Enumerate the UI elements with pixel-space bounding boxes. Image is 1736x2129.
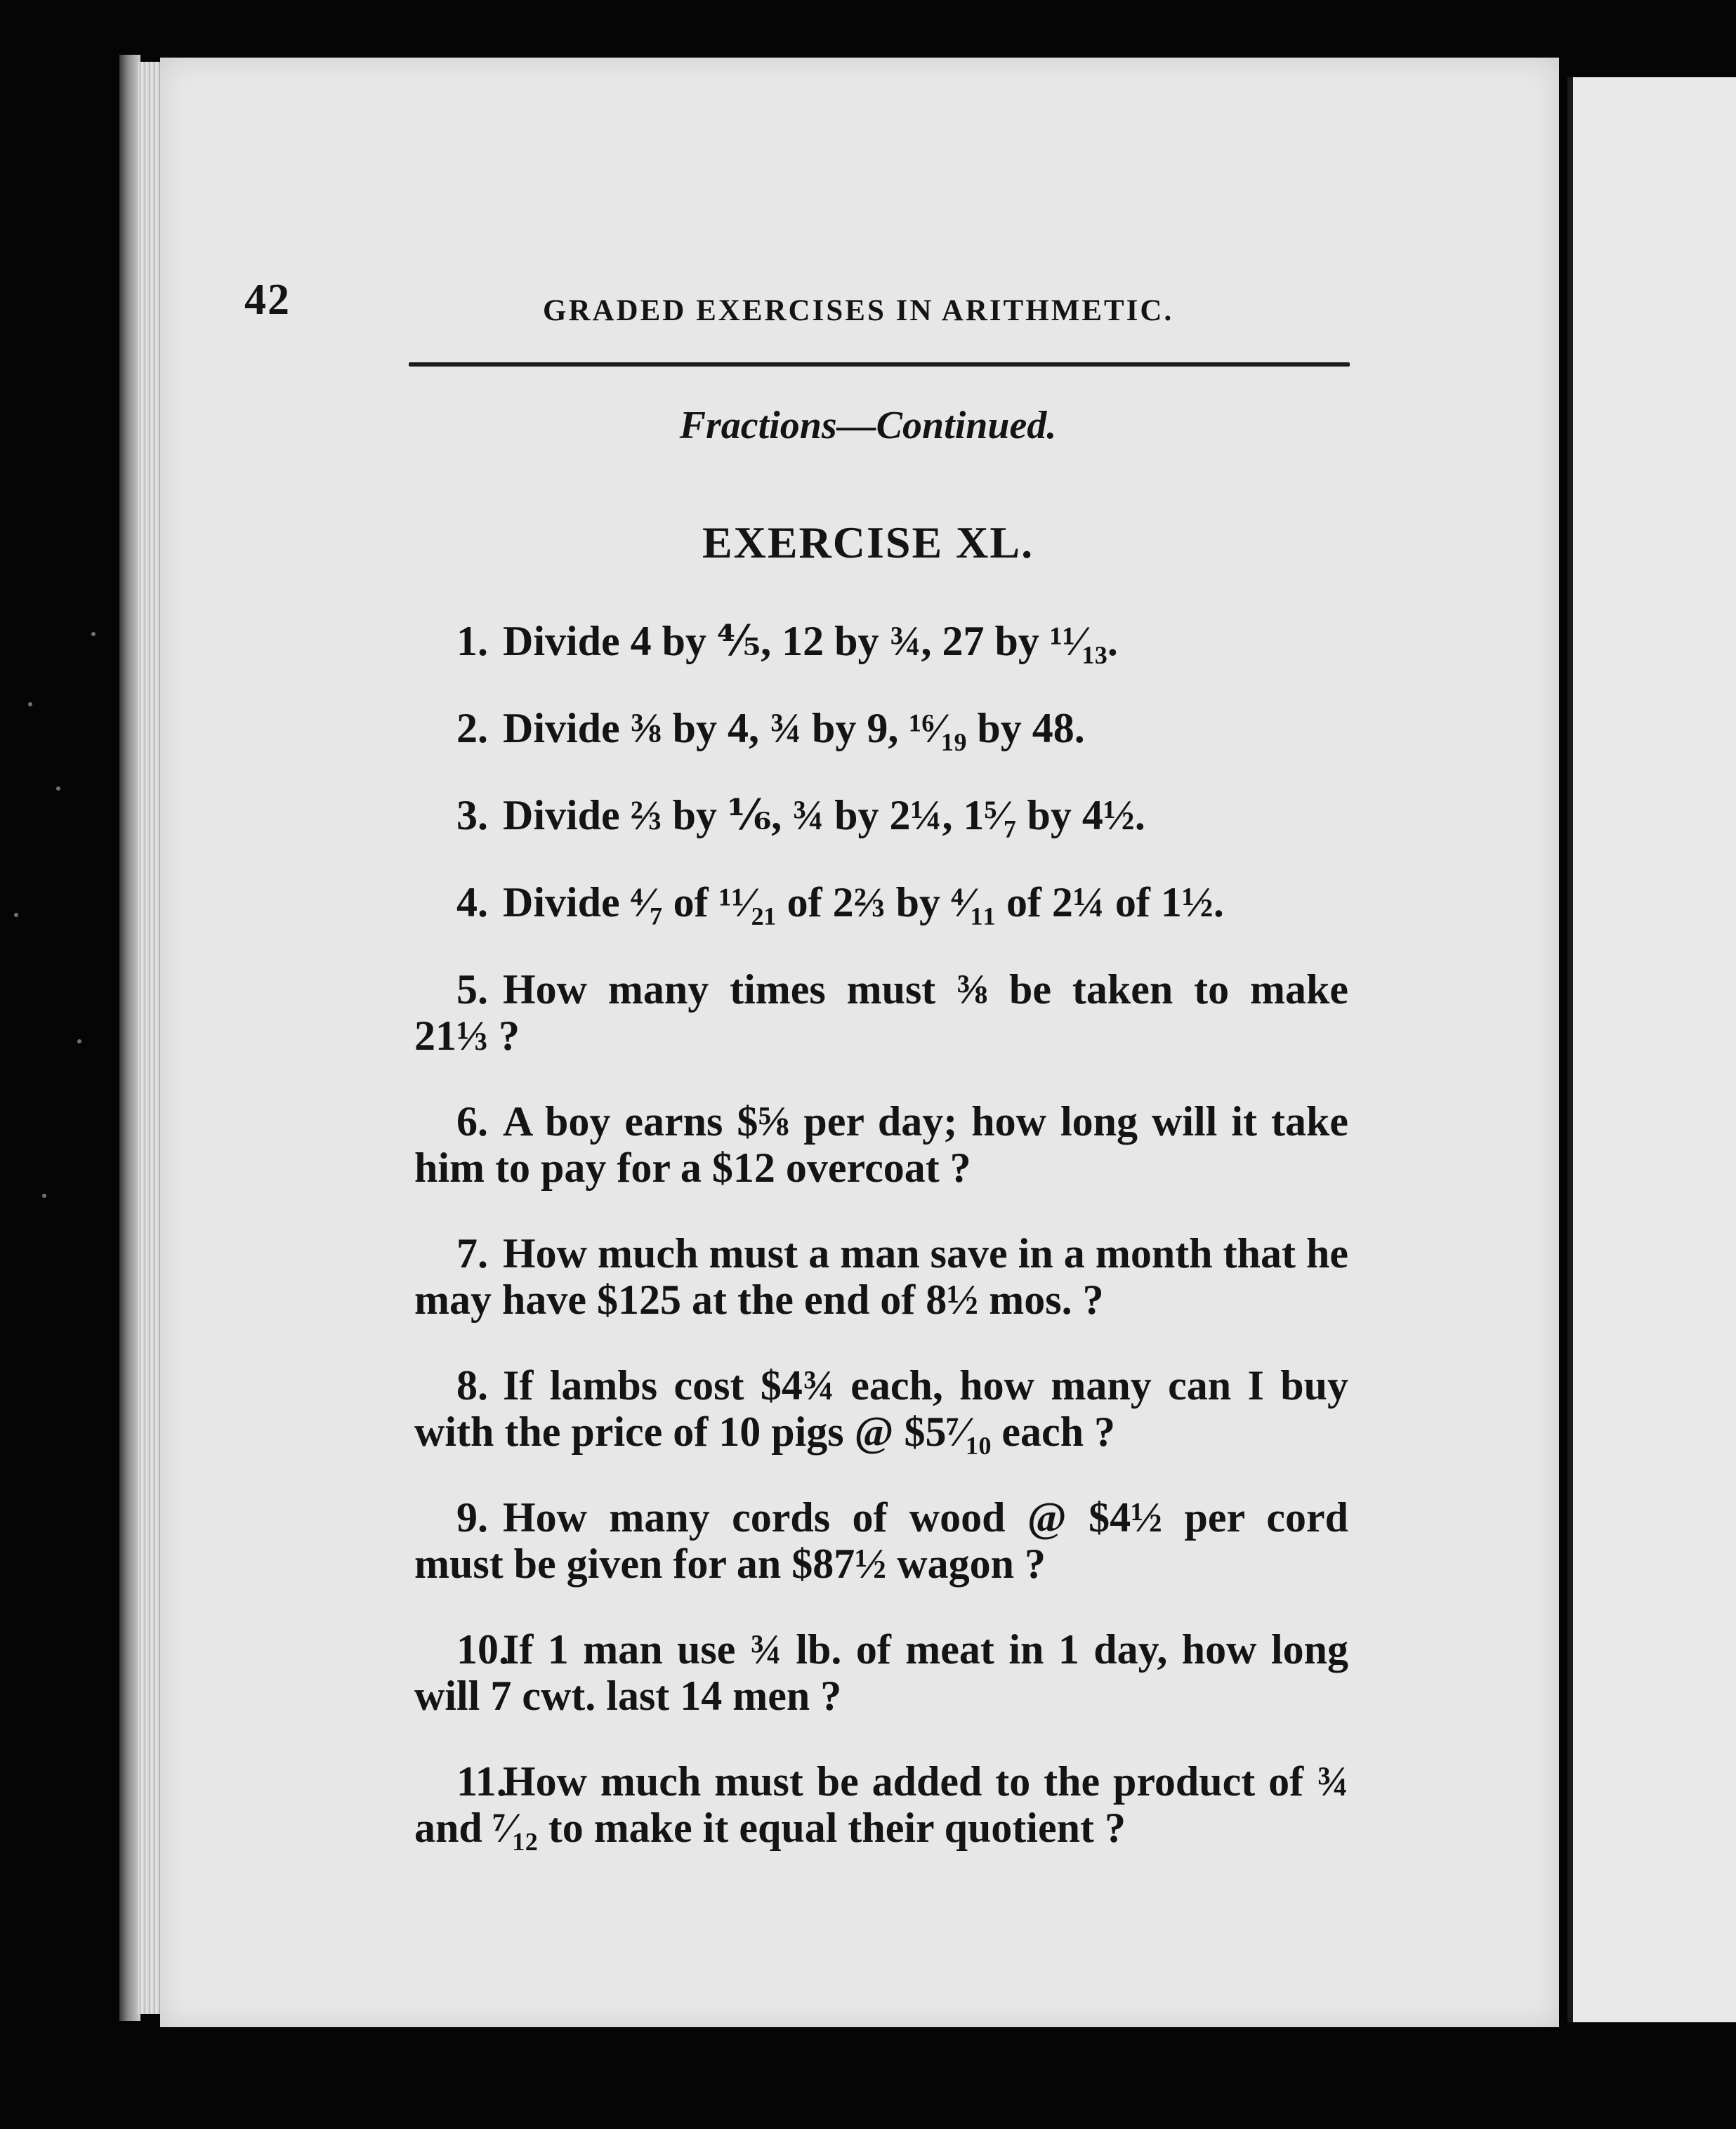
problem-9 bbox=[414, 1494, 1348, 1587]
exercise-title: EXERCISE XL. bbox=[702, 518, 1034, 567]
section-title: Fractions—Continued. bbox=[679, 404, 1057, 447]
problem-number: 2. bbox=[456, 705, 488, 751]
problem-text: How much must be added to the product of ¾ and ⁷⁄₁₂ to make it equal their quotient ? bbox=[414, 1758, 1348, 1851]
scan-speckle bbox=[28, 702, 32, 706]
problem-text: Divide 4 by ⅘, 12 by ¾, 27 by ¹¹⁄₁₃. bbox=[503, 618, 1118, 664]
header-rule bbox=[409, 362, 1350, 367]
problem-text: How many cords of wood @ $4½ per cord must be given for an $87½ wagon ? bbox=[414, 1494, 1348, 1587]
problem-number: 8. bbox=[456, 1362, 488, 1409]
scan-speckle bbox=[14, 913, 18, 917]
problem-text: Divide ⅜ by 4, ¾ by 9, ¹⁶⁄₁₉ by 48. bbox=[503, 705, 1085, 751]
running-title: GRADED EXERCISES IN ARITHMETIC. bbox=[543, 294, 1174, 327]
scan-speckle bbox=[77, 1039, 81, 1043]
problem-number: 5. bbox=[456, 966, 488, 1013]
problem-text: Divide ⁴⁄₇ of ¹¹⁄₂₁ of 2⅔ by ⁴⁄₁₁ of 2¼ of 1½. bbox=[503, 879, 1224, 925]
problem-number: 4. bbox=[456, 879, 488, 925]
page-number: 42 bbox=[244, 276, 291, 324]
problem-6 bbox=[414, 1098, 1348, 1191]
scan-speckle bbox=[91, 632, 96, 636]
problem-number: 9. bbox=[456, 1494, 488, 1541]
problem-text: If lambs cost $4¾ each, how many can I buy with the price of 10 pigs @ $5⁷⁄₁₀ each ? bbox=[414, 1362, 1348, 1455]
problem-8 bbox=[414, 1362, 1348, 1455]
problem-7 bbox=[414, 1230, 1348, 1323]
problem-4 bbox=[414, 879, 1348, 925]
problem-text: If 1 man use ¾ lb. of meat in 1 day, how long will 7 cwt. last 14 men ? bbox=[414, 1626, 1348, 1719]
problem-text: A boy earns $⅝ per day; how long will it take him to pay for a $12 overcoat ? bbox=[414, 1098, 1348, 1191]
scan-speckle bbox=[42, 1194, 46, 1198]
problem-number: 6. bbox=[456, 1098, 488, 1145]
problem-3 bbox=[414, 792, 1348, 838]
problem-10 bbox=[414, 1626, 1348, 1719]
running-head bbox=[244, 275, 1365, 345]
problem-text: Divide ⅔ by ⅙, ¾ by 2¼, 1⁵⁄₇ by 4½. bbox=[503, 792, 1145, 838]
scan-speckle bbox=[56, 786, 60, 791]
problem-2 bbox=[414, 705, 1348, 751]
problem-number: 11. bbox=[456, 1758, 507, 1805]
problem-number: 7. bbox=[456, 1230, 488, 1277]
problem-number: 3. bbox=[456, 792, 488, 838]
problem-text: How many times must ⅜ be taken to make 21⅓ ? bbox=[414, 966, 1348, 1059]
page-edges bbox=[138, 62, 162, 2014]
problem-11 bbox=[414, 1758, 1348, 1851]
problem-1 bbox=[414, 618, 1348, 664]
problem-text: How much must a man save in a month that he may have $125 at the end of 8½ mos. ? bbox=[414, 1230, 1348, 1323]
problem-number: 10. bbox=[456, 1626, 509, 1673]
facing-page-edge bbox=[1567, 77, 1736, 2022]
problem-5 bbox=[414, 966, 1348, 1059]
problem-number: 1. bbox=[456, 618, 488, 664]
